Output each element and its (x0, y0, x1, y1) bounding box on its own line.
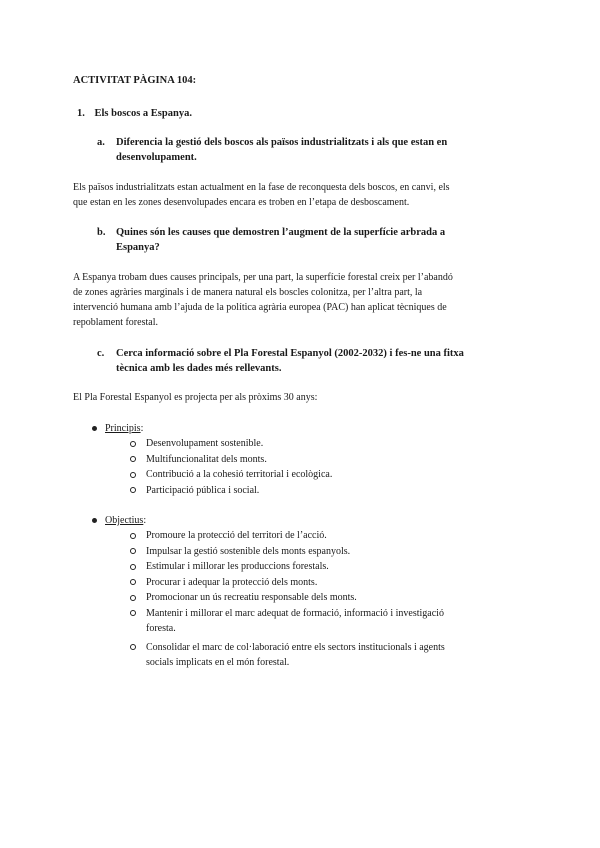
circle-bullet-icon (130, 533, 136, 539)
list-item: Consolidar el marc de col·laboració entre els sectors institucionals i agents (130, 640, 530, 656)
list-item-continuation: socials implicats en el món forestal. (146, 657, 290, 668)
objectius-list (130, 528, 530, 671)
question-a (97, 135, 536, 165)
list-item: Mantenir i millorar el marc adequat de formació, informació i investigació (130, 606, 530, 622)
section-number: 1. (77, 108, 85, 119)
answer-a-line-2: que estan en les zones desenvolupades encara es troben en l’etapa de desboscament. (73, 197, 410, 208)
principis-list (130, 436, 332, 498)
list-item: Desenvolupament sostenible. (130, 436, 332, 452)
list-item: Multifuncionalitat dels monts. (130, 452, 332, 468)
section-label: Els boscos a Espanya. (94, 108, 192, 119)
question-b-line-2: Espanya? (116, 242, 160, 253)
question-a-line-1: Diferencia la gestió dels boscos als països industrialitzats i als que estan en (116, 137, 448, 148)
list-item: Contribució a la cohesió territorial i ecològica. (130, 467, 332, 483)
answer-b-line-3: intervenció humana amb l’ajuda de la política agrària europea (PAC) han aplicat tècniques de (73, 302, 447, 313)
answer-a-line-1: Els països industrialitzats estan actualment en la fase de reconquesta dels boscos, en canvi, els (73, 182, 450, 193)
principis-colon: : (140, 423, 144, 434)
question-b (97, 225, 536, 255)
circle-bullet-icon (130, 472, 136, 478)
list-item-continuation: foresta. (146, 623, 176, 634)
section-heading (77, 106, 192, 121)
objectius-label: Objectius (105, 515, 144, 526)
answer-c-intro: El Pla Forestal Espanyol es projecta per als pròxims 30 anys: (73, 392, 318, 403)
list-item: Impulsar la gestió sostenible dels monts espanyols. (130, 544, 530, 560)
list-item: Participació pública i social. (130, 483, 332, 499)
circle-bullet-icon (130, 441, 136, 447)
page-title: ACTIVITAT PÀGINA 104: (73, 75, 197, 86)
list-item: Promocionar un ús recreatiu responsable dels monts. (130, 590, 530, 606)
answer-b (73, 270, 533, 330)
circle-bullet-icon (130, 564, 136, 570)
answer-b-line-1: A Espanya trobam dues causes principals, per una part, la superfície forestal creix per l’abandó (73, 272, 453, 283)
principis-heading (92, 421, 143, 436)
circle-bullet-icon (130, 579, 136, 585)
question-b-letter: b. (97, 227, 106, 238)
circle-bullet-icon (130, 487, 136, 493)
question-c-line-2: tècnica amb les dades més rellevants. (116, 363, 282, 374)
list-item: Promoure la protecció del territori de l’acció. (130, 528, 530, 544)
answer-b-line-4: repoblament forestal. (73, 317, 158, 328)
question-a-letter: a. (97, 137, 105, 148)
circle-bullet-icon (130, 595, 136, 601)
question-a-line-2: desenvolupament. (116, 152, 197, 163)
circle-bullet-icon (130, 548, 136, 554)
bullet-icon (92, 518, 97, 523)
circle-bullet-icon (130, 644, 136, 650)
circle-bullet-icon (130, 610, 136, 616)
question-b-line-1: Quines són les causes que demostren l’augment de la superfície arbrada a (116, 227, 446, 238)
answer-a (73, 180, 533, 210)
question-c-line-1: Cerca informació sobre el Pla Forestal Espanyol (2002-2032) i fes-ne una fitxa (116, 348, 464, 359)
objectius-colon: : (143, 515, 147, 526)
list-item: Estimular i millorar les produccions forestals. (130, 559, 530, 575)
circle-bullet-icon (130, 456, 136, 462)
list-item: Procurar i adequar la protecció dels monts. (130, 575, 530, 591)
answer-b-line-2: de zones agràries marginals i de manera natural els boscles colonitza, per l’altra part, la (73, 287, 423, 298)
objectius-heading (92, 513, 146, 528)
question-c (97, 346, 536, 376)
bullet-icon (92, 426, 97, 431)
principis-label: Principis (105, 423, 141, 434)
question-c-letter: c. (97, 348, 105, 359)
